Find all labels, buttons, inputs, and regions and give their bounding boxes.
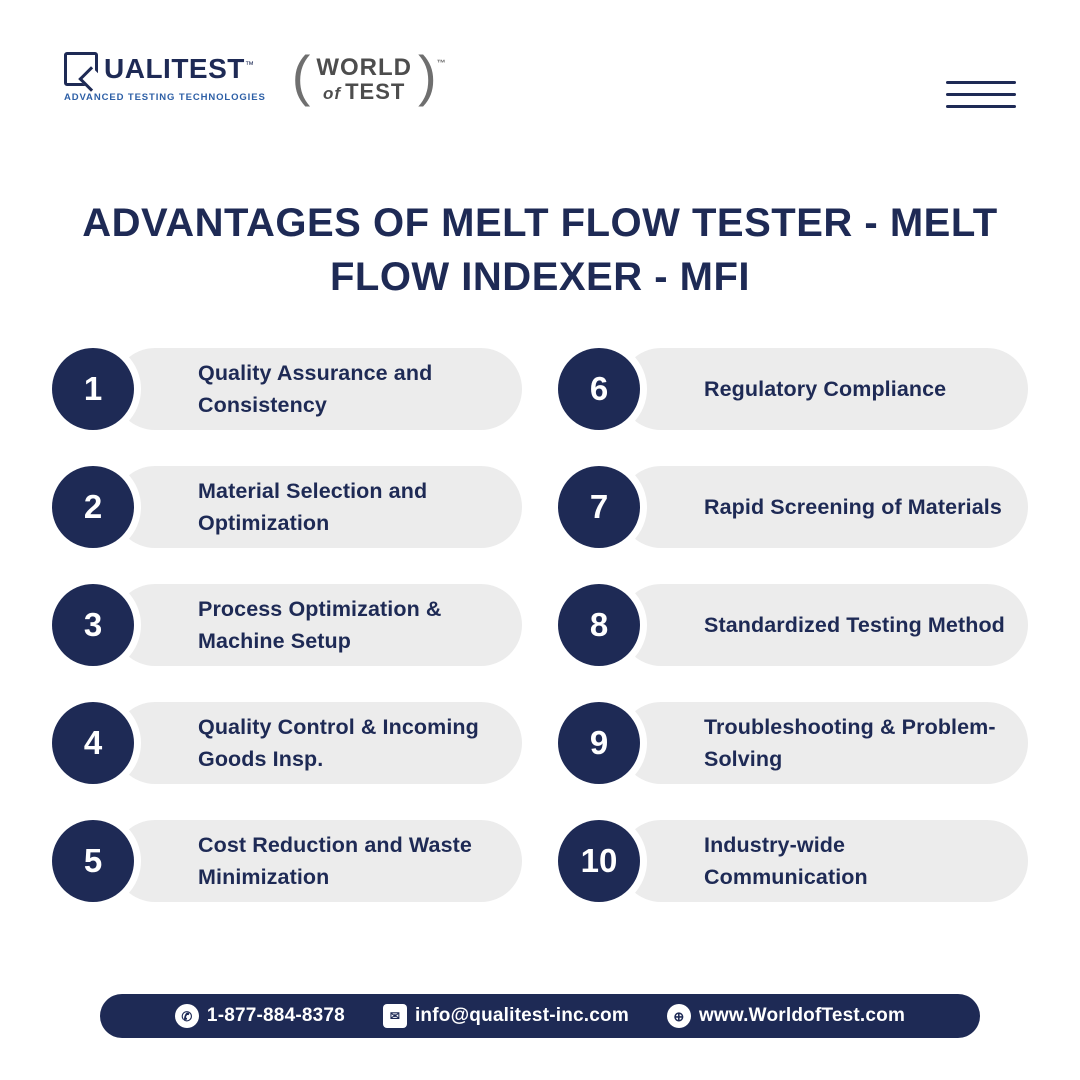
list-item-number: 2 <box>52 466 134 548</box>
worldoftest-line2-wrap <box>323 80 405 103</box>
contact-bar <box>100 994 980 1038</box>
list-item-number: 8 <box>558 584 640 666</box>
list-item-number: 4 <box>52 702 134 784</box>
phone-icon: ✆ <box>175 1004 199 1028</box>
list-item <box>52 348 522 430</box>
list-item-pill <box>114 348 522 430</box>
worldoftest-line1: WORLD <box>316 53 412 81</box>
list-item <box>52 702 522 784</box>
list-item-number: 1 <box>52 348 134 430</box>
worldoftest-text <box>310 55 418 103</box>
logo-group <box>64 44 446 107</box>
contact-phone-label: 1-877-884-8378 <box>206 1005 345 1026</box>
list-item <box>52 820 522 902</box>
contact-website-label: www.WorldofTest.com <box>698 1005 906 1026</box>
menu-line-2 <box>946 93 1016 96</box>
list-item-number: 6 <box>558 348 640 430</box>
list-item-label: Material Selection and Optimization <box>198 478 428 535</box>
list-item-number: 5 <box>52 820 134 902</box>
list-item-label: Cost Reduction and Waste Minimization <box>198 832 472 889</box>
list-item-label: Quality Control & Incoming Goods Insp. <box>198 714 479 771</box>
list-item-label: Rapid Screening of Materials <box>704 494 1002 519</box>
envelope-icon: ✉ <box>383 1004 407 1028</box>
list-item-pill <box>620 702 1028 784</box>
advantages-column-right <box>558 348 1028 902</box>
worldoftest-trademark: ™ <box>436 58 446 68</box>
list-item-label: Regulatory Compliance <box>704 376 947 401</box>
advantages-columns <box>52 348 1028 902</box>
qualitest-tagline: ADVANCED TESTING TECHNOLOGIES <box>64 92 266 103</box>
menu-line-1 <box>946 81 1016 84</box>
list-item-label: Process Optimization & Machine Setup <box>198 596 442 653</box>
list-item-label: Troubleshooting & Problem-Solving <box>704 714 996 771</box>
list-item-label: Quality Assurance and Consistency <box>198 360 433 417</box>
list-item-pill <box>114 584 522 666</box>
advantages-column-left <box>52 348 522 902</box>
qualitest-wordmark <box>104 55 254 83</box>
list-item-number: 9 <box>558 702 640 784</box>
page-title: ADVANTAGES OF MELT FLOW TESTER - MELT FLOW INDEXER - MFI <box>82 201 998 299</box>
list-item-pill <box>114 702 522 784</box>
qualitest-trademark: ™ <box>244 59 255 70</box>
list-item-pill <box>114 820 522 902</box>
list-item-pill <box>620 820 1028 902</box>
list-item-number: 3 <box>52 584 134 666</box>
qualitest-q-mark-icon <box>64 52 98 86</box>
worldoftest-of: of <box>323 84 342 104</box>
worldoftest-right-paren-icon: ) <box>418 44 437 107</box>
list-item-pill <box>620 466 1028 548</box>
list-item-label: Industry-wide Communication <box>704 832 868 889</box>
header <box>64 44 1016 132</box>
contact-website[interactable] <box>667 1004 905 1028</box>
list-item <box>558 820 1028 902</box>
list-item-label: Standardized Testing Method <box>704 612 1005 637</box>
list-item <box>52 466 522 548</box>
contact-email-label: info@qualitest-inc.com <box>414 1005 629 1026</box>
list-item <box>558 584 1028 666</box>
list-item <box>558 348 1028 430</box>
qualitest-wordmark-text: UALITEST <box>104 53 245 84</box>
contact-email[interactable] <box>383 1004 629 1028</box>
worldoftest-logo[interactable] <box>291 44 446 107</box>
list-item-number: 7 <box>558 466 640 548</box>
contact-phone[interactable] <box>175 1004 345 1028</box>
list-item-number: 10 <box>558 820 640 902</box>
list-item <box>52 584 522 666</box>
list-item <box>558 702 1028 784</box>
worldoftest-test: TEST <box>345 79 406 105</box>
list-item-pill <box>620 348 1028 430</box>
qualitest-logo[interactable] <box>64 52 266 103</box>
hamburger-menu-icon[interactable] <box>946 74 1016 114</box>
qualitest-logo-main <box>64 52 254 86</box>
list-item <box>558 466 1028 548</box>
globe-icon: ⊕ <box>667 1004 691 1028</box>
list-item-pill <box>620 584 1028 666</box>
worldoftest-left-paren-icon: ( <box>291 44 311 107</box>
menu-line-3 <box>946 105 1016 108</box>
list-item-pill <box>114 466 522 548</box>
